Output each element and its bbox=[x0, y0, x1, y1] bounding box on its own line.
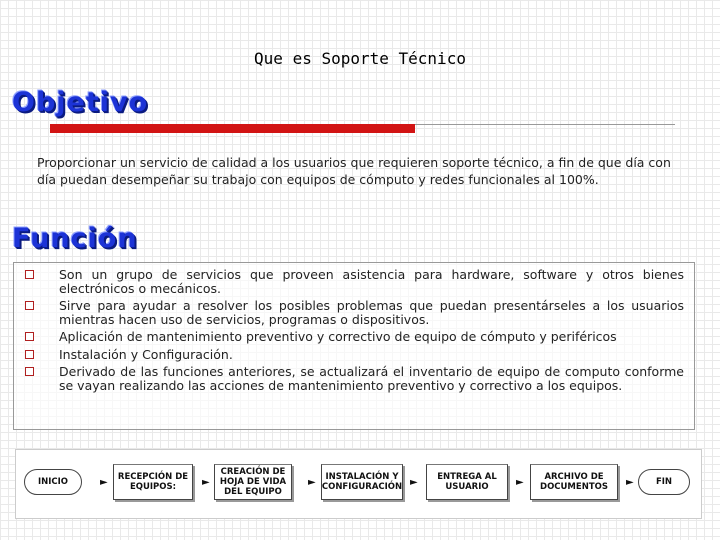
funcion-heading: Función bbox=[12, 223, 138, 254]
square-bullet-icon bbox=[25, 350, 34, 359]
page-title: Que es Soporte Técnico bbox=[254, 49, 466, 68]
flow-node-fin: FIN bbox=[638, 469, 690, 495]
flow-node-instalacion: INSTALACIÓN Y CONFIGURACIÓN bbox=[321, 464, 403, 500]
square-bullet-icon bbox=[25, 367, 34, 376]
list-item: Derivado de las funciones anteriores, se actualizará el inventario de equipo de computo conforme se vayan realizando las acciones de mantenimiento preventivo y correctivo a los equipos. bbox=[14, 365, 694, 392]
arrow-right-icon: ► bbox=[626, 477, 634, 488]
arrow-right-icon: ► bbox=[202, 477, 210, 488]
arrow-right-icon: ► bbox=[410, 477, 418, 488]
flow-node-entrega: ENTREGA AL USUARIO bbox=[426, 464, 508, 500]
list-item: Instalación y Configuración. bbox=[14, 348, 694, 362]
list-item: Son un grupo de servicios que proveen asistencia para hardware, software y otros bienes electrónicos o mecánicos. bbox=[14, 268, 694, 295]
funcion-box bbox=[13, 262, 695, 430]
objective-text: Proporcionar un servicio de calidad a los usuarios que requieren soporte técnico, a fin de que día con día puedan desempeñar su trabajo con equipos de cómputo y redes funcionales al 100%. bbox=[37, 155, 671, 187]
arrow-right-icon: ► bbox=[308, 477, 316, 488]
flow-node-archivo: ARCHIVO DE DOCUMENTOS bbox=[530, 464, 618, 500]
funcion-list bbox=[14, 268, 694, 396]
square-bullet-icon bbox=[25, 301, 34, 310]
red-divider-bar bbox=[50, 124, 415, 133]
flow-node-creacion: CREACIÓN DE HOJA DE VIDA DEL EQUIPO bbox=[214, 464, 292, 500]
square-bullet-icon bbox=[25, 270, 34, 279]
arrow-right-icon: ► bbox=[100, 477, 108, 488]
list-item: Aplicación de mantenimiento preventivo y correctivo de equipo de cómputo y periféricos bbox=[14, 330, 694, 344]
arrow-right-icon: ► bbox=[516, 477, 524, 488]
list-item: Sirve para ayudar a resolver los posibles problemas que puedan presentárseles a los usuarios mientras hacen uso de servicios, programas o dispositivos. bbox=[14, 299, 694, 326]
divider-line bbox=[415, 124, 675, 125]
flow-node-inicio: INICIO bbox=[24, 469, 82, 495]
square-bullet-icon bbox=[25, 332, 34, 341]
flow-node-recepcion: RECEPCIÓN DE EQUIPOS: bbox=[113, 464, 193, 500]
objective-heading: Objetivo bbox=[12, 87, 149, 118]
process-flowchart bbox=[15, 449, 702, 519]
